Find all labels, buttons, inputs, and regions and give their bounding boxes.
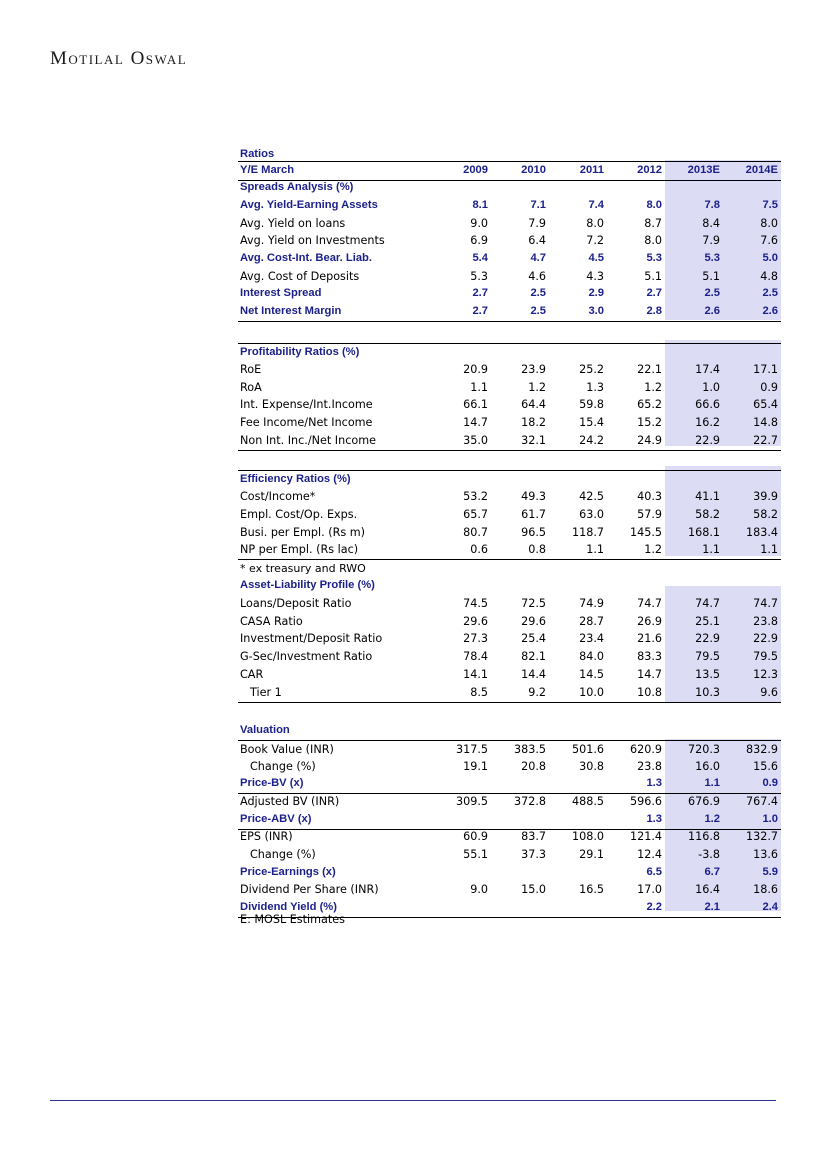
cell-value: 2.5: [530, 305, 546, 317]
table-row: [238, 541, 781, 560]
cell-value: 40.3: [637, 490, 662, 503]
cell-value: 29.6: [463, 615, 488, 628]
cell-value: 10.8: [637, 686, 662, 699]
cell-value: 57.9: [637, 508, 662, 521]
table-row: [238, 702, 781, 720]
row-label: Price-ABV (x): [240, 813, 312, 825]
cell-value: 30.8: [579, 760, 604, 773]
table-row: [238, 179, 781, 197]
cell-value: 4.8: [760, 270, 778, 283]
footer-divider: [50, 1100, 776, 1101]
cell-value: 15.6: [753, 760, 778, 773]
table-row: [238, 758, 781, 776]
cell-value: 83.3: [637, 650, 662, 663]
row-label: Empl. Cost/Op. Exps.: [240, 508, 358, 521]
table-row: [238, 684, 781, 703]
table-row: [238, 321, 781, 339]
row-label: Cost/Income*: [240, 490, 316, 503]
year-header: 2013E: [687, 164, 720, 176]
cell-value: 2.7: [646, 287, 662, 299]
cell-value: 25.2: [579, 363, 604, 376]
cell-value: 620.9: [629, 743, 662, 756]
year-header: 2010: [521, 164, 546, 176]
year-header: 2012: [637, 164, 662, 176]
table-row: [238, 613, 781, 631]
cell-value: 2.2: [646, 901, 662, 913]
cell-value: 0.8: [528, 543, 546, 556]
row-label: Fee Income/Net Income: [240, 416, 373, 429]
cell-value: 9.0: [470, 883, 488, 896]
row-label: NP per Empl. (Rs lac): [240, 543, 359, 556]
cell-value: 3.0: [588, 305, 604, 317]
cell-value: 74.7: [637, 597, 662, 610]
cell-value: 65.7: [463, 508, 488, 521]
cell-value: 1.3: [586, 381, 604, 394]
cell-value: 72.5: [521, 597, 546, 610]
cell-value: 15.2: [637, 416, 662, 429]
table-row: [238, 450, 781, 468]
cell-value: 2.7: [472, 287, 488, 299]
row-label: Valuation: [240, 724, 290, 736]
cell-value: 5.1: [702, 270, 720, 283]
cell-value: 1.2: [704, 813, 720, 825]
cell-value: 12.3: [753, 668, 778, 681]
cell-value: 83.7: [521, 830, 546, 843]
cell-value: 29.1: [579, 848, 604, 861]
cell-value: -3.8: [698, 848, 720, 861]
cell-value: 8.0: [586, 217, 604, 230]
cell-value: 28.7: [579, 615, 604, 628]
cell-value: 23.9: [521, 363, 546, 376]
cell-value: 145.5: [629, 526, 662, 539]
cell-value: 8.7: [644, 217, 662, 230]
cell-value: 42.5: [579, 490, 604, 503]
cell-value: 65.2: [637, 398, 662, 411]
table-row: [238, 864, 781, 882]
cell-value: 309.5: [455, 795, 488, 808]
cell-value: 183.4: [745, 526, 778, 539]
cell-value: 14.4: [521, 668, 546, 681]
cell-value: 5.4: [472, 252, 488, 264]
cell-value: 5.3: [470, 270, 488, 283]
cell-value: 17.4: [695, 363, 720, 376]
cell-value: 22.7: [753, 434, 778, 447]
cell-value: 13.6: [753, 848, 778, 861]
row-label: Price-Earnings (x): [240, 866, 336, 878]
cell-value: 24.9: [637, 434, 662, 447]
row-label: Efficiency Ratios (%): [240, 473, 351, 485]
cell-value: 1.1: [586, 543, 604, 556]
table-row: [238, 506, 781, 524]
cell-value: 2.6: [704, 305, 720, 317]
cell-value: 74.7: [695, 597, 720, 610]
cell-value: 372.8: [513, 795, 546, 808]
table-row: [238, 232, 781, 250]
cell-value: 29.6: [521, 615, 546, 628]
table-row: [238, 648, 781, 666]
cell-value: 121.4: [629, 830, 662, 843]
row-label: Change (%): [250, 848, 316, 861]
cell-value: 6.7: [704, 866, 720, 878]
cell-value: 32.1: [521, 434, 546, 447]
table-row: [238, 666, 781, 684]
cell-value: 118.7: [571, 526, 604, 539]
cell-value: 22.9: [695, 434, 720, 447]
cell-value: 2.5: [530, 287, 546, 299]
row-label: Asset-Liability Profile (%): [240, 579, 375, 591]
row-label: * ex treasury and RWO: [240, 562, 366, 575]
cell-value: 22.9: [695, 632, 720, 645]
cell-value: 132.7: [745, 830, 778, 843]
table-row: [238, 488, 781, 506]
row-label: Tier 1: [250, 686, 282, 699]
cell-value: 39.9: [753, 490, 778, 503]
cell-value: 19.1: [463, 760, 488, 773]
row-label: Spreads Analysis (%): [240, 181, 354, 193]
cell-value: 16.5: [579, 883, 604, 896]
cell-value: 74.5: [463, 597, 488, 610]
cell-value: 1.3: [646, 813, 662, 825]
cell-value: 65.4: [753, 398, 778, 411]
table-row: [238, 396, 781, 414]
cell-value: 1.2: [528, 381, 546, 394]
row-label: Avg. Cost of Deposits: [240, 270, 360, 283]
cell-value: 16.0: [695, 760, 720, 773]
table-row: [238, 811, 781, 830]
table-row: [238, 740, 781, 759]
cell-value: 14.5: [579, 668, 604, 681]
cell-value: 1.2: [644, 381, 662, 394]
cell-value: 2.4: [762, 901, 778, 913]
table-row: [238, 595, 781, 613]
cell-value: 20.8: [521, 760, 546, 773]
cell-value: 37.3: [521, 848, 546, 861]
cell-value: 21.6: [637, 632, 662, 645]
row-label: Price-BV (x): [240, 777, 304, 789]
table-row: [238, 361, 781, 379]
cell-value: 4.7: [530, 252, 546, 264]
cell-value: 15.4: [579, 416, 604, 429]
cell-value: 5.3: [646, 252, 662, 264]
cell-value: 12.4: [637, 848, 662, 861]
cell-value: 60.9: [463, 830, 488, 843]
row-label: Profitability Ratios (%): [240, 346, 360, 358]
row-label: Avg. Yield on Investments: [240, 234, 385, 247]
cell-value: 8.0: [646, 199, 662, 211]
cell-value: 5.0: [762, 252, 778, 264]
cell-value: 17.0: [637, 883, 662, 896]
table-row: [238, 432, 781, 451]
row-label: Investment/Deposit Ratio: [240, 632, 383, 645]
row-label: Loans/Deposit Ratio: [240, 597, 352, 610]
cell-value: 5.3: [704, 252, 720, 264]
cell-value: 9.0: [470, 217, 488, 230]
cell-value: 14.1: [463, 668, 488, 681]
cell-value: 317.5: [455, 743, 488, 756]
table-row: [238, 577, 781, 595]
year-header: 2011: [579, 164, 604, 176]
cell-value: 26.9: [637, 615, 662, 628]
cell-value: 9.2: [528, 686, 546, 699]
cell-value: 7.8: [704, 199, 720, 211]
cell-value: 74.9: [579, 597, 604, 610]
cell-value: 79.5: [753, 650, 778, 663]
cell-value: 0.6: [470, 543, 488, 556]
cell-value: 58.2: [695, 508, 720, 521]
cell-value: 2.7: [472, 305, 488, 317]
cell-value: 5.1: [644, 270, 662, 283]
row-label: Avg. Cost-Int. Bear. Liab.: [240, 252, 372, 264]
cell-value: 720.3: [687, 743, 720, 756]
cell-value: 8.4: [702, 217, 720, 230]
cell-value: 55.1: [463, 848, 488, 861]
cell-value: 6.5: [646, 866, 662, 878]
cell-value: 63.0: [579, 508, 604, 521]
row-label: Adjusted BV (INR): [240, 795, 340, 808]
cell-value: 767.4: [745, 795, 778, 808]
cell-value: 2.6: [762, 305, 778, 317]
cell-value: 64.4: [521, 398, 546, 411]
cell-value: 10.3: [695, 686, 720, 699]
cell-value: 6.4: [528, 234, 546, 247]
cell-value: 23.8: [637, 760, 662, 773]
table-row: [238, 722, 781, 740]
row-label: Non Int. Inc./Net Income: [240, 434, 376, 447]
cell-value: 16.4: [695, 883, 720, 896]
cell-value: 4.5: [588, 252, 604, 264]
cell-value: 18.2: [521, 416, 546, 429]
row-label: Int. Expense/Int.Income: [240, 398, 373, 411]
year-header: 2009: [463, 164, 488, 176]
cell-value: 25.1: [695, 615, 720, 628]
cell-value: 14.8: [753, 416, 778, 429]
table-row: [238, 215, 781, 233]
cell-value: 66.6: [695, 398, 720, 411]
table-row: [238, 828, 781, 846]
cell-value: 1.1: [470, 381, 488, 394]
row-label: Change (%): [250, 760, 316, 773]
cell-value: 2.5: [704, 287, 720, 299]
cell-value: 41.1: [695, 490, 720, 503]
cell-value: 84.0: [579, 650, 604, 663]
cell-value: 7.5: [762, 199, 778, 211]
cell-value: 23.4: [579, 632, 604, 645]
table-row: [238, 470, 781, 489]
row-label: Book Value (INR): [240, 743, 334, 756]
table-header-row: [238, 161, 781, 181]
cell-value: 14.7: [463, 416, 488, 429]
cell-value: 7.9: [702, 234, 720, 247]
cell-value: 20.9: [463, 363, 488, 376]
table-row: [238, 630, 781, 648]
table-row: [238, 524, 781, 542]
cell-value: 5.9: [762, 866, 778, 878]
table-row: [238, 379, 781, 397]
cell-value: 7.2: [586, 234, 604, 247]
cell-value: 49.3: [521, 490, 546, 503]
cell-value: 4.6: [528, 270, 546, 283]
brand-logo: Motilal Oswal: [50, 48, 188, 69]
year-label: Y/E March: [240, 164, 295, 176]
cell-value: 22.9: [753, 632, 778, 645]
row-label: Net Interest Margin: [240, 305, 342, 317]
cell-value: 0.9: [760, 381, 778, 394]
table-row: [238, 414, 781, 432]
cell-value: 24.2: [579, 434, 604, 447]
cell-value: 22.1: [637, 363, 662, 376]
cell-value: 6.9: [470, 234, 488, 247]
table-row: [238, 285, 781, 303]
table-row: [238, 775, 781, 794]
cell-value: 9.6: [760, 686, 778, 699]
cell-value: 2.9: [588, 287, 604, 299]
cell-value: 96.5: [521, 526, 546, 539]
cell-value: 832.9: [745, 743, 778, 756]
cell-value: 66.1: [463, 398, 488, 411]
cell-value: 1.0: [762, 813, 778, 825]
cell-value: 2.8: [646, 305, 662, 317]
cell-value: 80.7: [463, 526, 488, 539]
cell-value: 501.6: [571, 743, 604, 756]
cell-value: 58.2: [753, 508, 778, 521]
cell-value: 78.4: [463, 650, 488, 663]
table-row: [238, 881, 781, 899]
table-row: [238, 343, 781, 362]
row-label: Avg. Yield-Earning Assets: [240, 199, 378, 211]
cell-value: 488.5: [571, 795, 604, 808]
row-label: RoE: [240, 363, 262, 376]
cell-value: 7.4: [588, 199, 604, 211]
cell-value: 2.1: [704, 901, 720, 913]
cell-value: 8.5: [470, 686, 488, 699]
footnote: E: MOSL Estimates: [240, 913, 345, 926]
row-label: RoA: [240, 381, 262, 394]
cell-value: 25.4: [521, 632, 546, 645]
cell-value: 1.1: [702, 543, 720, 556]
cell-value: 4.3: [586, 270, 604, 283]
table-row: [238, 197, 781, 215]
cell-value: 17.1: [753, 363, 778, 376]
cell-value: 596.6: [629, 795, 662, 808]
cell-value: 61.7: [521, 508, 546, 521]
cell-value: 8.0: [760, 217, 778, 230]
cell-value: 23.8: [753, 615, 778, 628]
table-row: [238, 250, 781, 268]
table-row: [238, 793, 781, 811]
cell-value: 8.0: [644, 234, 662, 247]
cell-value: 168.1: [687, 526, 720, 539]
cell-value: 15.0: [521, 883, 546, 896]
row-label: Interest Spread: [240, 287, 322, 299]
cell-value: 7.6: [760, 234, 778, 247]
cell-value: 27.3: [463, 632, 488, 645]
row-label: CAR: [240, 668, 264, 681]
row-label: Dividend Per Share (INR): [240, 883, 379, 896]
cell-value: 14.7: [637, 668, 662, 681]
cell-value: 1.2: [644, 543, 662, 556]
cell-value: 2.5: [762, 287, 778, 299]
cell-value: 383.5: [513, 743, 546, 756]
cell-value: 13.5: [695, 668, 720, 681]
cell-value: 35.0: [463, 434, 488, 447]
cell-value: 7.1: [530, 199, 546, 211]
year-header: 2014E: [745, 164, 778, 176]
row-label: Busi. per Empl. (Rs m): [240, 526, 366, 539]
cell-value: 1.1: [760, 543, 778, 556]
row-label: CASA Ratio: [240, 615, 303, 628]
cell-value: 676.9: [687, 795, 720, 808]
row-label: EPS (INR): [240, 830, 293, 843]
row-label: Avg. Yield on loans: [240, 217, 346, 230]
table-row: [238, 846, 781, 864]
table-row: [238, 560, 781, 578]
cell-value: 1.1: [704, 777, 720, 789]
row-label: Dividend Yield (%): [240, 901, 337, 913]
table-title: Ratios: [240, 148, 275, 160]
cell-value: 108.0: [571, 830, 604, 843]
cell-value: 16.2: [695, 416, 720, 429]
cell-value: 79.5: [695, 650, 720, 663]
cell-value: 53.2: [463, 490, 488, 503]
cell-value: 82.1: [521, 650, 546, 663]
cell-value: 1.0: [702, 381, 720, 394]
cell-value: 10.0: [579, 686, 604, 699]
cell-value: 1.3: [646, 777, 662, 789]
cell-value: 74.7: [753, 597, 778, 610]
cell-value: 7.9: [528, 217, 546, 230]
cell-value: 0.9: [762, 777, 778, 789]
cell-value: 59.8: [579, 398, 604, 411]
cell-value: 116.8: [687, 830, 720, 843]
row-label: G-Sec/Investment Ratio: [240, 650, 373, 663]
cell-value: 18.6: [753, 883, 778, 896]
cell-value: 8.1: [472, 199, 488, 211]
table-row: [238, 303, 781, 322]
table-row: [238, 268, 781, 286]
